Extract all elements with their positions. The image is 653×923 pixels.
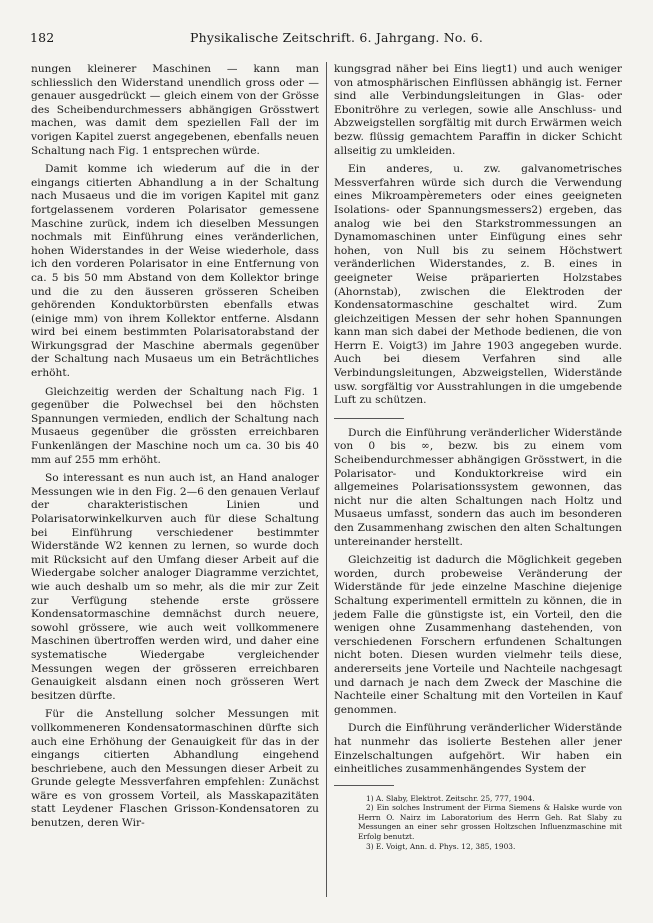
paragraph: Durch die Einführung veränderlicher Widerstände hat nunmehr das isolierte Bestehen aller jener Einzelschaltungen aufgehört. Wir haben ein einheitliches zusammenhängendes System der (334, 722, 622, 776)
right-column (334, 63, 622, 851)
paragraph: Für die Anstellung solcher Messungen mit vollkommeneren Kondensatormaschinen dürfte sich auch eine Erhöhung der Genauigkeit für das in der eingangs citierten Abhandlung eingehend beschriebene, auch den Messungen dieser Arbeit zu Grunde gelegte Messverfahren empfehlen: Zunächst wäre es von grossem Vorteil, als Masskapazitäten statt Leydener Flaschen Grisson-Kondensatoren zu benutzen, deren Wir- (31, 708, 319, 830)
footnote: 1) A. Slaby, Elektrot. Zeitschr. 25, 777, 1904. (366, 793, 535, 803)
page-header (30, 30, 628, 50)
column-divider (326, 62, 327, 897)
left-column (31, 63, 319, 831)
footnote: 2) Ein solches Instrument der Firma Siemens & Halske wurde von Herrn O. Nairz im Laboratorium des Herrn Geh. Rat Slaby zu Messungen an einer sehr grossen Holtzschen Influenzmaschine mit Erfolg benutzt. (358, 803, 622, 842)
footnote-separator (334, 785, 394, 786)
paragraph: Ein anderes, u. zw. galvanometrisches Messverfahren würde sich durch die Verwendung eines Mikroampèremeters oder eines geeigneten Isolations- oder Spannungsmessers2) ergeben, das analog wie bei den Starkstrommessungen an Dynamomaschinen unter Einfügung eines sehr hohen, von Null bis zu seinem Höchstwert veränderlichen Widerstandes, z. B. eines in geeigneter Weise präparierten Holzstabes (Ahornstab), zwischen die Elektroden der Kondensatormaschine geschaltet wird. Zum gleichzeitigen Messen der sehr hohen Spannungen kann man sich dabei der Methode bedienen, die von Herrn E. Voigt3) im Jahre 1903 angegeben wurde. Auch bei diesem Verfahren sind alle Verbindungsleitungen, Abzweigstellen, Widerstände usw. sorgfältig vor Ausstrahlungen in die umgebende Luft zu schützen. (334, 163, 622, 407)
paragraph: Durch die Einführung veränderlicher Widerstände von 0 bis ∞, bezw. bis zu einem vom Scheibendurchmesser abhängigen Grösstwert, in die Polarisator- und Konduktorkreise wird ein allgemeines Polarisationssystem gewonnen, das nicht nur die alten Schaltungen nach Holtz und Musaeus umfasst, sondern das auch im besonderen den Zusammenhang zwischen den alten Schaltungen untereinander herstellt. (334, 426, 622, 548)
page-number: 182 (30, 30, 55, 45)
paragraph: Gleichzeitig werden der Schaltung nach Fig. 1 gegenüber die Polwechsel bei den höchsten Spannungen vermieden, endlich der Schaltung nach Musaeus gegenüber die grössten erreichbaren Funkenlängen der Maschine noch um ca. 30 bis 40 mm auf 255 mm erhöht. (31, 385, 319, 466)
paragraph: Gleichzeitig ist dadurch die Möglichkeit gegeben worden, durch probeweise Veränderung der Widerstände für jede einzelne Maschine diejenige Schaltung experimentell ermitteln zu können, die in jedem Falle die günstigste ist, ein Vorteil, den die wenigen ohne Zusammenhang dastehenden, von verschiedenen Forschern erfundenen Schaltungen nicht boten. Diesen wurden vielmehr teils diese, andererseits jene Vorteile und Nachteile nachgesagt und darnach je nach dem Zweck der Maschine die Nachteile einer Schaltung mit den Vorteilen in Kauf genommen. (334, 554, 622, 716)
paragraph: Damit komme ich wiederum auf die in der eingangs citierten Abhandlung a in der Schaltung nach Musaeus und die im vorigen Kapitel mit ganz fortgelassenem vorderen Polarisator gemessene Maschine zurück, indem ich dieselben Messungen nochmals mit Einführung eines veränderlichen, hohen Widerstandes in der Weise wiederhole, dass ich den vorderen Polarisator in eine Entfernung von ca. 5 bis 50 mm Abstand von dem Kollektor bringe und die zu den äusseren grösseren Scheiben gehörenden Konduktorbürsten ebenfalls etwas (einige mm) von ihrem Kollektor entferne. Alsdann wird bei einem bestimmten Polarisatorabstand der Wirkungsgrad der Maschine abermals gegenüber der Schaltung nach Musaeus um ein Beträchtliches erhöht. (31, 163, 319, 380)
paragraph: nungen kleinerer Maschinen — kann man schliesslich den Widerstand unendlich gross oder — genauer ausgedrückt — gleich einem von der Grösse des Scheibendurchmessers abhängigen Grösstwert machen, was damit dem speziellen Fall der im vorigen Kapitel zuerst angegebenen, ebenfalls neuen Schaltung nach Fig. 1 entsprechen würde. (31, 63, 319, 157)
footnotes (334, 794, 622, 852)
paragraph: kungsgrad näher bei Eins liegt1) und auch weniger von atmosphärischen Einflüssen abhängig ist. Ferner sind alle Verbindungsleitungen in Glas- oder Ebonitröhre zu verlegen, sowie alle Anschluss- und Abzweigstellen sorgfältig mit durch Erwärmen weich bezw. flüssig gemachtem Paraffin in dicker Schicht allseitig zu umkleiden. (334, 63, 622, 157)
section-separator (334, 418, 404, 419)
footnote: 3) E. Voigt, Ann. d. Phys. 12, 385, 1903. (366, 841, 516, 851)
running-title: Physikalische Zeitschrift. 6. Jahrgang. No. 6. (190, 30, 484, 45)
paragraph: So interessant es nun auch ist, an Hand analoger Messungen wie in den Fig. 2—6 den genauen Verlauf der charakteristischen Linien und Polarisatorwinkelkurven auch für diese Schaltung bei Einführung verschiedener bestimmter Widerstände W2 kennen zu lernen, so wurde doch mit Rücksicht auf den Umfang dieser Arbeit auf die Wiedergabe solcher analoger Diagramme verzichtet, wie auch deshalb um so mehr, als die mir zur Zeit zur Verfügung stehende erste grössere Kondensatormaschine demnächst durch neuere, sowohl grössere, wie auch weit vollkommenere Maschinen übertroffen werden wird, und daher eine systematische Wiedergabe vergleichender Messungen wegen der grösseren erreichbaren Genauigkeit alsdann einen noch grösseren Wert besitzen dürfte. (31, 472, 319, 702)
